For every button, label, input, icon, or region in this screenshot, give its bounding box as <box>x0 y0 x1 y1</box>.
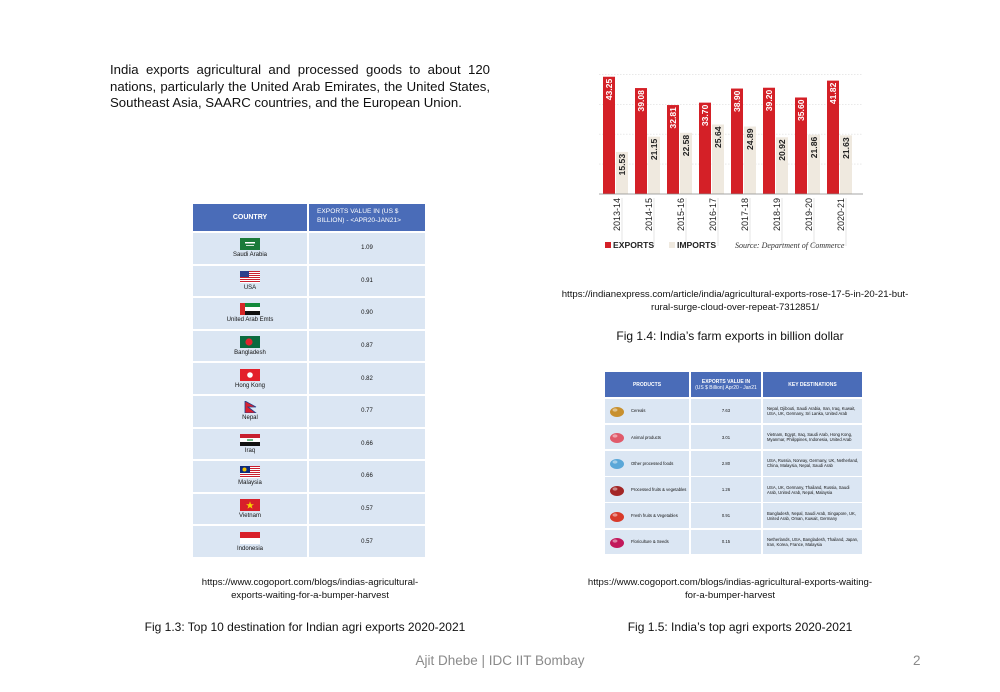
country-name: United Arab Emts <box>226 317 274 324</box>
header-exports-value: EXPORTS VALUE IN (US $ BILLION) - <APR20-JAN21> <box>309 204 425 231</box>
saudi-arabia-flag-icon <box>240 238 260 250</box>
table-row <box>605 425 862 450</box>
product-export-value: 7.63 <box>691 399 761 424</box>
x-tick-label: 2017-18 <box>740 198 750 232</box>
header-products-value <box>691 372 761 397</box>
nepal-flag-icon <box>240 401 260 413</box>
country-cell <box>193 526 307 557</box>
country-name: Hong Kong <box>234 382 266 389</box>
fig14-url-line2[interactable]: rural-surge-cloud-over-repeat-7312851/ <box>651 302 819 313</box>
x-tick-label: 2013-14 <box>612 198 622 232</box>
table-row <box>193 298 425 329</box>
intro-paragraph: India exports agricultural and processed goods to about 120 nations, particularly the United Arab Emirates, the United States, Southeast Asia, SAARC countries, and the European Union. <box>110 62 490 110</box>
exports-data-label: 43.25 <box>604 78 614 101</box>
export-value: 0.90 <box>309 298 425 329</box>
indonesia-flag-icon <box>240 532 260 544</box>
country-cell <box>193 429 307 460</box>
flower-icon <box>609 535 625 549</box>
table-row <box>193 331 425 362</box>
uae-flag-icon <box>240 303 260 315</box>
country-cell <box>193 363 307 394</box>
key-destinations: Nepal, Djibouti, Saudi Arabia, Iran, Iraq, Kuwait, USA, UK, Germany, Sri Lanka, United Arab <box>763 399 862 424</box>
country-name: Nepal <box>242 415 258 422</box>
country-name: Bangladesh <box>234 350 266 357</box>
product-cell <box>605 530 689 555</box>
table-row <box>605 503 862 528</box>
country-name: Malaysia <box>238 480 262 487</box>
product-cell <box>605 425 689 450</box>
country-cell <box>193 396 307 427</box>
export-value: 0.66 <box>309 461 425 492</box>
product-name: Fresh fruits & Vegetables <box>631 513 678 519</box>
header-country: COUNTRY <box>193 204 307 231</box>
country-cell <box>193 494 307 525</box>
product-name: Cereals <box>631 408 646 414</box>
table-row <box>193 233 425 264</box>
fig15-source-url[interactable] <box>565 576 895 602</box>
imports-data-label: 22.58 <box>681 134 691 157</box>
product-name: Processed fruits & vegetables <box>631 487 687 492</box>
product-cell <box>605 503 689 528</box>
table-header <box>193 204 425 231</box>
bangladesh-flag-icon <box>240 336 260 348</box>
header-value-line2: (US $ Billion) Apr20 - Jan21 <box>695 384 757 391</box>
hong-kong-flag-icon <box>240 369 260 381</box>
fig14-caption: Fig 1.4: India’s farm exports in billion dollar <box>616 329 844 343</box>
iraq-flag-icon <box>240 434 260 446</box>
table-row <box>193 494 425 525</box>
product-export-value: 2.80 <box>691 451 761 476</box>
fig15-caption: Fig 1.5: India’s top agri exports 2020-2021 <box>627 620 853 634</box>
key-destinations: USA, UK, Germany, Thailand, Russia, Saudi Arab, United Arab, Nepal, Malaysia <box>763 477 862 502</box>
x-tick-label: 2015-16 <box>676 198 686 232</box>
x-tick-label: 2018-19 <box>772 198 782 232</box>
country-cell <box>193 233 307 264</box>
table-row <box>605 477 862 502</box>
table-row <box>605 451 862 476</box>
table-row <box>193 363 425 394</box>
x-tick-label: 2016-17 <box>708 198 718 232</box>
cereals-icon <box>609 404 625 418</box>
country-name: Saudi Arabia <box>232 252 268 259</box>
legend-imports-label: IMPORTS <box>677 240 717 250</box>
country-name: Vietnam <box>239 513 261 520</box>
key-destinations: USA, Russia, Norway, Germany, UK, Netherland, China, Malaysia, Nepal, Saudi Arab <box>763 451 862 476</box>
page-number: 2 <box>913 653 921 668</box>
product-cell <box>605 477 689 502</box>
exports-data-label: 41.82 <box>828 82 838 105</box>
header-value-line1: EXPORTS VALUE IN <box>701 378 751 385</box>
header-key-destinations: KEY DESTINATIONS <box>763 372 862 397</box>
products-table-header <box>605 372 862 397</box>
exports-data-label: 32.81 <box>668 107 678 129</box>
exports-data-label: 33.70 <box>700 104 710 127</box>
fig14-source-url[interactable] <box>540 288 930 314</box>
export-value: 0.66 <box>309 429 425 460</box>
table-row <box>605 530 862 555</box>
legend-exports-swatch <box>605 242 611 248</box>
vietnam-flag-icon <box>240 499 260 511</box>
fig15-url-line1[interactable]: https://www.cogoport.com/blogs/indias-agricultural-exports-waiting- <box>587 577 873 588</box>
header-products: PRODUCTS <box>605 372 689 397</box>
imports-data-label: 20.92 <box>777 139 787 161</box>
fig14-url-line1[interactable]: https://indianexpress.com/article/india/agricultural-exports-rose-17-5-in-20-21-but- <box>561 289 909 300</box>
fig15-url-line2[interactable]: for-a-bumper-harvest <box>684 590 776 601</box>
exports-data-label: 39.08 <box>636 90 646 112</box>
x-tick-label: 2020-21 <box>836 198 846 232</box>
product-export-value: 3.01 <box>691 425 761 450</box>
country-cell <box>193 266 307 297</box>
imports-data-label: 21.15 <box>649 138 659 161</box>
table-row <box>193 396 425 427</box>
exports-data-label: 38.90 <box>732 90 742 113</box>
export-value: 0.57 <box>309 494 425 525</box>
product-name: Other processed foods <box>631 460 674 466</box>
x-tick-label: 2014-15 <box>644 198 654 232</box>
export-value: 0.82 <box>309 363 425 394</box>
product-export-value: 0.91 <box>691 503 761 528</box>
country-cell <box>193 331 307 362</box>
export-value: 0.91 <box>309 266 425 297</box>
imports-data-label: 24.89 <box>745 128 755 151</box>
fig13-source-url[interactable] <box>180 576 440 602</box>
key-destinations: Vietnam, Egypt, Iraq, Saudi Arab, Hong Kong, Myanmar, Philippines, Indonesia, United Arab <box>763 425 862 450</box>
imports-data-label: 15.53 <box>617 153 627 176</box>
usa-flag-icon <box>240 271 260 283</box>
product-cell <box>605 399 689 424</box>
footer-text: Ajit Dhebe | IDC IIT Bombay <box>415 653 585 668</box>
country-cell <box>193 461 307 492</box>
table-row <box>193 429 425 460</box>
product-name: Floriculture & Seeds <box>631 539 669 545</box>
product-export-value: 1.26 <box>691 477 761 502</box>
fig13-url-line1[interactable]: https://www.cogoport.com/blogs/indias-agricultural- <box>201 577 419 588</box>
export-value: 1.09 <box>309 233 425 264</box>
table-row <box>193 526 425 557</box>
exports-data-label: 39.20 <box>764 89 774 112</box>
packaged-food-icon <box>609 456 625 470</box>
country-name: Iraq <box>244 447 256 454</box>
table-row <box>193 266 425 297</box>
country-name: Indonesia <box>236 545 264 552</box>
country-cell <box>193 298 307 329</box>
x-tick-label: 2019-20 <box>804 198 814 232</box>
imports-data-label: 25.64 <box>713 126 723 149</box>
legend-imports-swatch <box>669 242 675 248</box>
table-row <box>605 399 862 424</box>
fig13-url-line2[interactable]: exports-waiting-for-a-bumper-harvest <box>231 590 389 601</box>
exports-data-label: 35.60 <box>796 99 806 122</box>
farm-exports-bar-chart <box>595 72 865 262</box>
country-name: USA <box>243 284 257 291</box>
products-exports-table <box>605 372 862 554</box>
product-export-value: 0.15 <box>691 530 761 555</box>
imports-data-label: 21.86 <box>809 136 819 159</box>
key-destinations: Netherlands, USA, Bangladesh, Thailand, Japan, Iran, Korea, France, Malaysia <box>763 530 862 555</box>
fig13-caption: Fig 1.3: Top 10 destination for Indian agri exports 2020-2021 <box>144 620 466 634</box>
export-value: 0.57 <box>309 526 425 557</box>
country-exports-table <box>193 204 425 557</box>
table-row <box>193 461 425 492</box>
legend-exports-label: EXPORTS <box>613 240 655 250</box>
key-destinations: Bangladesh, Nepal, Saudi Arab, Singapore, UK, United Arab, Oman, Kuwait, Germany <box>763 503 862 528</box>
product-name: Animal products <box>631 434 662 440</box>
export-value: 0.77 <box>309 396 425 427</box>
product-cell <box>605 451 689 476</box>
fruits-icon <box>609 509 625 523</box>
chart-source-label: Source: Department of Commerce <box>735 241 845 250</box>
imports-data-label: 21.63 <box>841 137 851 159</box>
export-value: 0.87 <box>309 331 425 362</box>
meat-icon <box>609 430 625 444</box>
malaysia-flag-icon <box>240 466 260 478</box>
jar-icon <box>609 483 625 497</box>
